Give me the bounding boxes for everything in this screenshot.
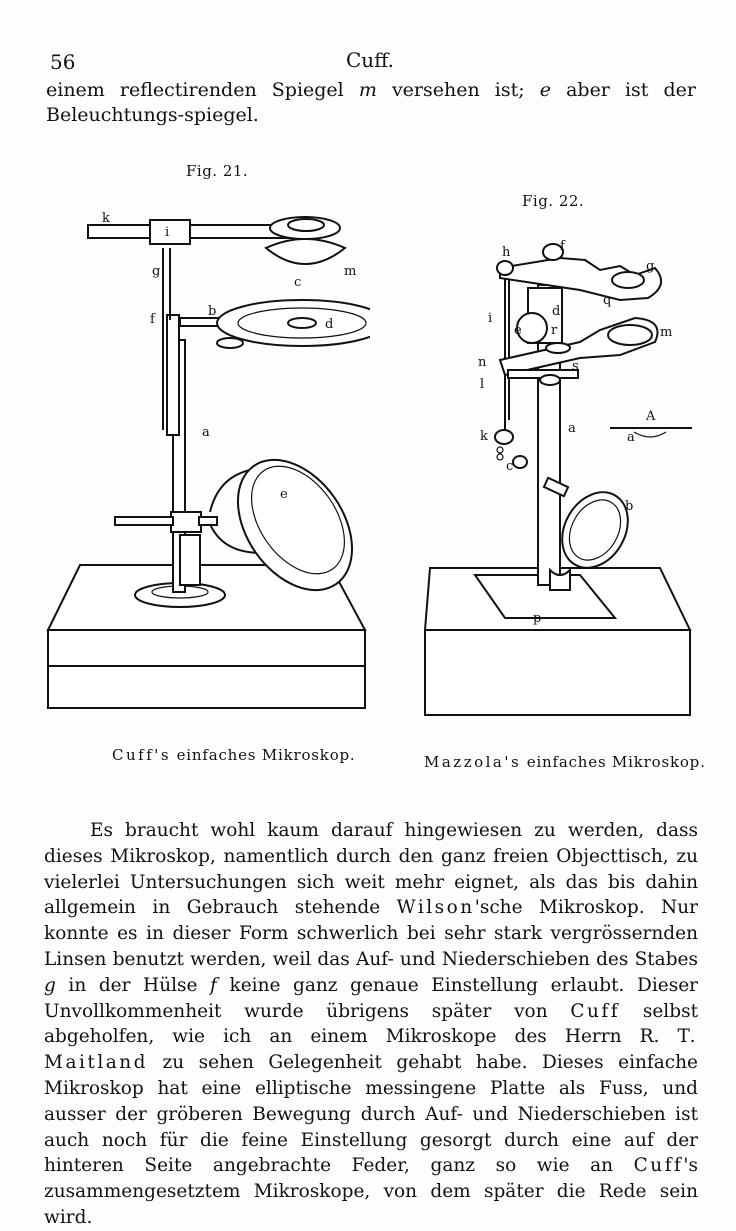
fig21-caption-name: Cuff's — [112, 746, 172, 764]
fig21-label-d: d — [325, 317, 334, 332]
fig22-caption-name: Mazzola's — [424, 753, 522, 771]
name-maitland: T. Maitland — [44, 1026, 698, 1074]
fig21-pillar — [115, 248, 217, 592]
fig21-lens-holder — [266, 217, 345, 264]
fig21-label-g: g — [152, 264, 161, 279]
fig22-label-a: a — [568, 421, 576, 436]
fig22-label-r: r — [551, 323, 558, 338]
fig22-label: Fig. 22. — [522, 192, 585, 210]
name-cuff: Cuff — [633, 1155, 684, 1177]
fig21-caption-rest: einfaches Mikroskop. — [171, 746, 356, 764]
intro-text: versehen ist; — [376, 79, 540, 101]
fig22-label-k: k — [480, 429, 488, 444]
fig22-label-n: n — [478, 355, 487, 370]
name-cuff: Cuff — [570, 1000, 621, 1022]
body-text-run: 'sche Mikroskop. Nur konnte es in dieser Form schwerlich bei sehr stark vergrössernden Linsen benutzt werden, weil das Auf- und Niederschieben des Stabes — [44, 897, 698, 970]
fig21-label-c: c — [294, 275, 302, 290]
italic-g: g — [44, 974, 56, 996]
intro-paragraph — [46, 78, 696, 128]
running-title: Cuff. — [346, 48, 395, 72]
fig21-label-a: a — [202, 425, 210, 440]
body-text-run: in der Hülse — [55, 974, 211, 996]
body-text-run: Es braucht wohl kaum darauf hingewiesen zu werden, dass dieses Mikroskop, namentlich durch den ganz freien Objecttisch, zu vielerlei Untersuchungen sich weit mehr eignet, als das bis dahin allgemein in Gebrauch stehende — [44, 820, 698, 919]
fig22-label-l: l — [480, 377, 485, 392]
fig21-label-b: b — [208, 304, 217, 319]
fig22-label-i: i — [488, 311, 493, 326]
page-number: 56 — [50, 50, 76, 74]
fig21-caption — [112, 746, 356, 764]
fig22-label-g: g — [646, 259, 655, 274]
body-text-run: keine ganz genaue Einstellung erlaubt. Dieser Unvollkommenheit wurde übrigens später von — [44, 974, 698, 1022]
fig21-label-k: k — [102, 211, 110, 226]
fig22-label-f: f — [560, 239, 565, 254]
fig21-label-f: f — [150, 312, 155, 327]
intro-text: einem reflectirenden Spiegel — [46, 79, 359, 101]
fig22-lens-arm — [500, 313, 658, 385]
fig22-label-q: q — [603, 293, 612, 308]
page-header — [50, 50, 690, 76]
fig21-label-i: i — [165, 225, 170, 240]
body-text-run: 's zusammengesetztem Mikroskope, von dem später die Rede sein wird. — [44, 1155, 698, 1228]
fig21-label-e: e — [280, 487, 288, 502]
body-text-run: selbst abgeholfen, wie ich an einem Mikroskope des Herrn R. — [44, 1000, 698, 1048]
fig21-label-m: m — [344, 264, 357, 279]
fig22-label-d: d — [552, 304, 561, 319]
body-text-run: zu sehen Gelegenheit gehabt habe. Dieses einfache Mikroskop hat eine elliptische messingene Platte als Fuss, und ausser der gröberen Bewegung durch Auf- und Niederschieben ist auch noch für die feine Einstellung gesorgt durch eine auf der hinteren Seite angebrachte Feder, ganz so wie an — [44, 1052, 698, 1177]
fig22-label-m: m — [660, 325, 673, 340]
body-paragraph-text — [44, 818, 698, 1231]
italic-f: f — [210, 974, 217, 996]
fig21-label: Fig. 21. — [186, 162, 249, 180]
fig22-fine-screw — [495, 380, 527, 468]
fig22-label-p: p — [533, 611, 542, 626]
fig22-label-b: b — [625, 499, 634, 514]
fig22-caption-rest: einfaches Mikroskop. — [521, 753, 706, 771]
fig22-label-a-small: a — [627, 430, 635, 445]
intro-italic-e: e — [539, 79, 551, 101]
fig22-top-arm — [497, 244, 661, 300]
fig22-label-A: A — [646, 409, 656, 424]
fig22-label-e: e — [514, 323, 522, 338]
fig21-illustration — [40, 200, 370, 710]
intro-italic-m: m — [358, 79, 377, 101]
fig22-angle-diagram — [610, 428, 692, 437]
fig22-label-c: c — [506, 459, 514, 474]
body-paragraph — [44, 818, 698, 1231]
fig22-label-s: s — [572, 359, 579, 374]
fig22-caption — [424, 753, 706, 771]
intro-text: aber ist der Beleuchtungs-spiegel. — [46, 79, 696, 126]
fig22-illustration — [420, 230, 710, 720]
fig21-top-bar — [88, 220, 303, 244]
name-wilson: Wilson — [396, 897, 475, 919]
fig22-label-h: h — [502, 245, 511, 260]
